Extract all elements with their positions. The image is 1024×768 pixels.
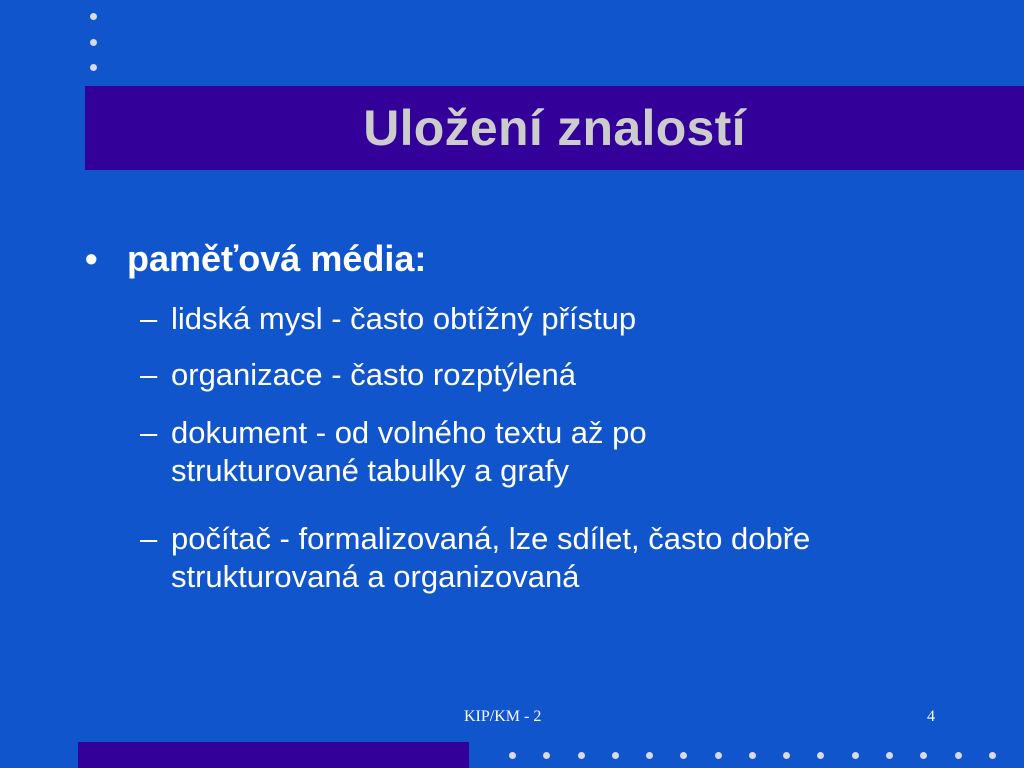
- decor-dot: [646, 752, 653, 759]
- decor-dot: [612, 752, 619, 759]
- decor-dot: [783, 752, 790, 759]
- decor-dot: [578, 752, 585, 759]
- decor-dot: [955, 752, 962, 759]
- footer-center-text: KIP/KM - 2: [464, 708, 542, 725]
- decor-dot: [920, 752, 927, 759]
- bullet-text: paměťová média:: [127, 238, 427, 279]
- sub-item-marker: –: [140, 357, 158, 392]
- sub-item-marker: –: [140, 521, 158, 556]
- decor-dot: [509, 752, 516, 759]
- sub-item-text: organizace - často rozptýlená: [171, 357, 576, 392]
- decor-dot: [817, 752, 824, 759]
- slide-title: Uložení znalostí: [363, 100, 746, 156]
- page-number: 4: [927, 708, 935, 725]
- footer-bar: [78, 742, 469, 768]
- sub-item-text: počítač - formalizovaná, lze sdílet, často dobře strukturovaná a organizovaná: [171, 521, 811, 594]
- decor-dot: [715, 752, 722, 759]
- bullet-marker: •: [85, 238, 98, 279]
- sub-item-text: lidská mysl - často obtížný přístup: [171, 301, 637, 336]
- decor-dot: [749, 752, 756, 759]
- sub-item-text: dokument - od volného textu až po strukturované tabulky a grafy: [171, 415, 647, 488]
- sub-item-marker: –: [140, 415, 158, 450]
- decor-dot: [886, 752, 893, 759]
- decor-dot: [680, 752, 687, 759]
- decor-dot: [852, 752, 859, 759]
- decor-dot: [543, 752, 550, 759]
- sub-item-marker: –: [140, 301, 158, 336]
- decor-dot: [989, 752, 996, 759]
